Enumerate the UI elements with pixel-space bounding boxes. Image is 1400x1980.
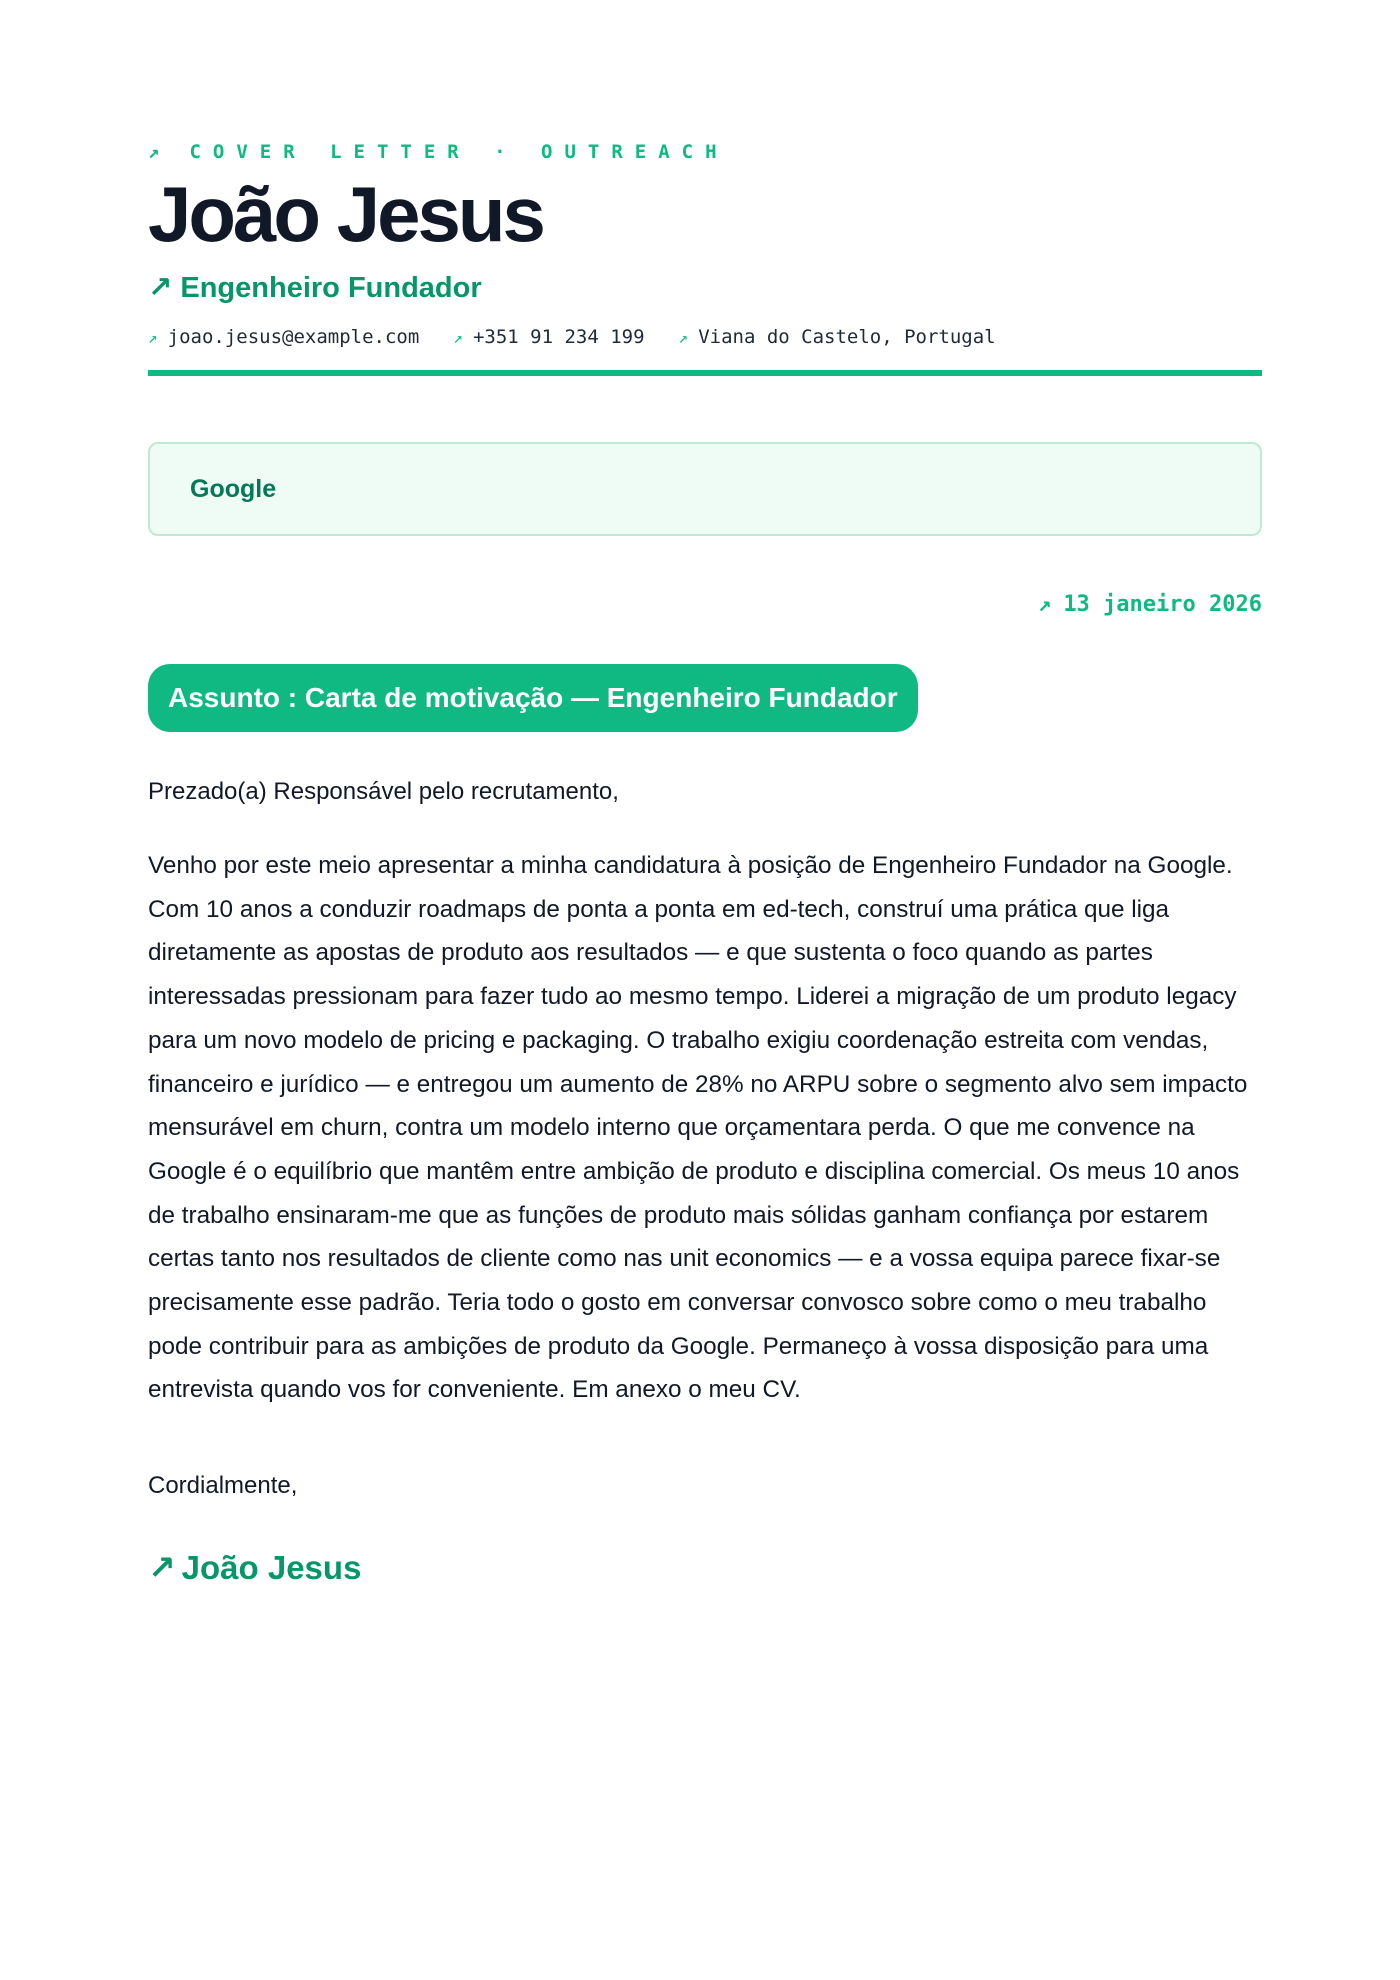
- letter-signature: [148, 1548, 1262, 1588]
- arrow-icon: ↗: [148, 328, 158, 347]
- letter-salutation: Prezado(a) Responsável pelo recrutamento,: [148, 778, 619, 805]
- arrow-icon: ↗: [1038, 592, 1052, 617]
- contact-email[interactable]: [148, 326, 419, 348]
- contact-email-text: joao.jesus@example.com: [167, 326, 420, 348]
- date-text: 13 janeiro 2026: [1063, 592, 1262, 617]
- role-text: Engenheiro Fundador: [180, 272, 482, 304]
- contact-phone[interactable]: [453, 326, 644, 348]
- arrow-icon: ↗: [148, 141, 172, 163]
- contact-location-text: Viana do Castelo, Portugal: [698, 326, 996, 348]
- arrow-icon: ↗: [453, 328, 463, 347]
- subject-badge: Assunto : Carta de motivação — Engenheiro Fundador: [148, 664, 918, 732]
- contact-location: [679, 326, 996, 348]
- document-kicker: [148, 130, 1262, 174]
- arrow-icon: ↗: [148, 1549, 176, 1587]
- recipient-box: [148, 442, 1262, 536]
- letter-closing: Cordialmente,: [148, 1472, 298, 1500]
- signature-name: João Jesus: [181, 1549, 362, 1587]
- recipient-company: Google: [190, 474, 277, 503]
- letter-body: Venho por este meio apresentar a minha candidatura à posição de Engenheiro Fundador na Google. Com 10 anos a conduzir roadmaps de ponta a ponta em ed-tech, construí uma prática que liga diretamente as apostas de produto aos resultados — e que sustenta o foco quando as partes interessadas pressionam para fazer tudo ao mesmo tempo. Liderei a migração de um produto legacy para um novo modelo de pricing e packaging. O trabalho exigiu coordenação estreita com vendas, financeiro e jurídico — e entregou um aumento de 28% no ARPU sobre o segmento alvo sem impacto mensurável em churn, contra um modelo interno que orçamentara perda. O que me convence na Google é o equilíbrio que mantêm entre ambição de produto e disciplina comercial. Os meus 10 anos de trabalho ensinaram-me que as funções de produto mais sólidas ganham confiança por estarem certas tanto nos resultados de cliente como nas unit economics — e a vossa equipa parece fixar-se precisamente esse padrão. Teria todo o gosto em conversar convosco sobre como o meu trabalho pode contribuir para as ambições de produto da Google. Permaneço à vossa disposição para uma entrevista quando vos for conveniente. Em anexo o meu CV.: [148, 852, 1248, 1404]
- cover-letter-page: [148, 130, 1262, 1588]
- contact-list: [148, 326, 1262, 348]
- letter-date: [148, 590, 1262, 620]
- arrow-icon: ↗: [148, 272, 173, 304]
- contact-phone-text: +351 91 234 199: [472, 326, 645, 348]
- applicant-role: [148, 270, 1262, 306]
- arrow-icon: ↗: [678, 328, 689, 347]
- header-divider: [148, 370, 1262, 376]
- applicant-name: João Jesus: [148, 170, 543, 258]
- kicker-text: COVER LETTER · OUTREACH: [189, 141, 729, 163]
